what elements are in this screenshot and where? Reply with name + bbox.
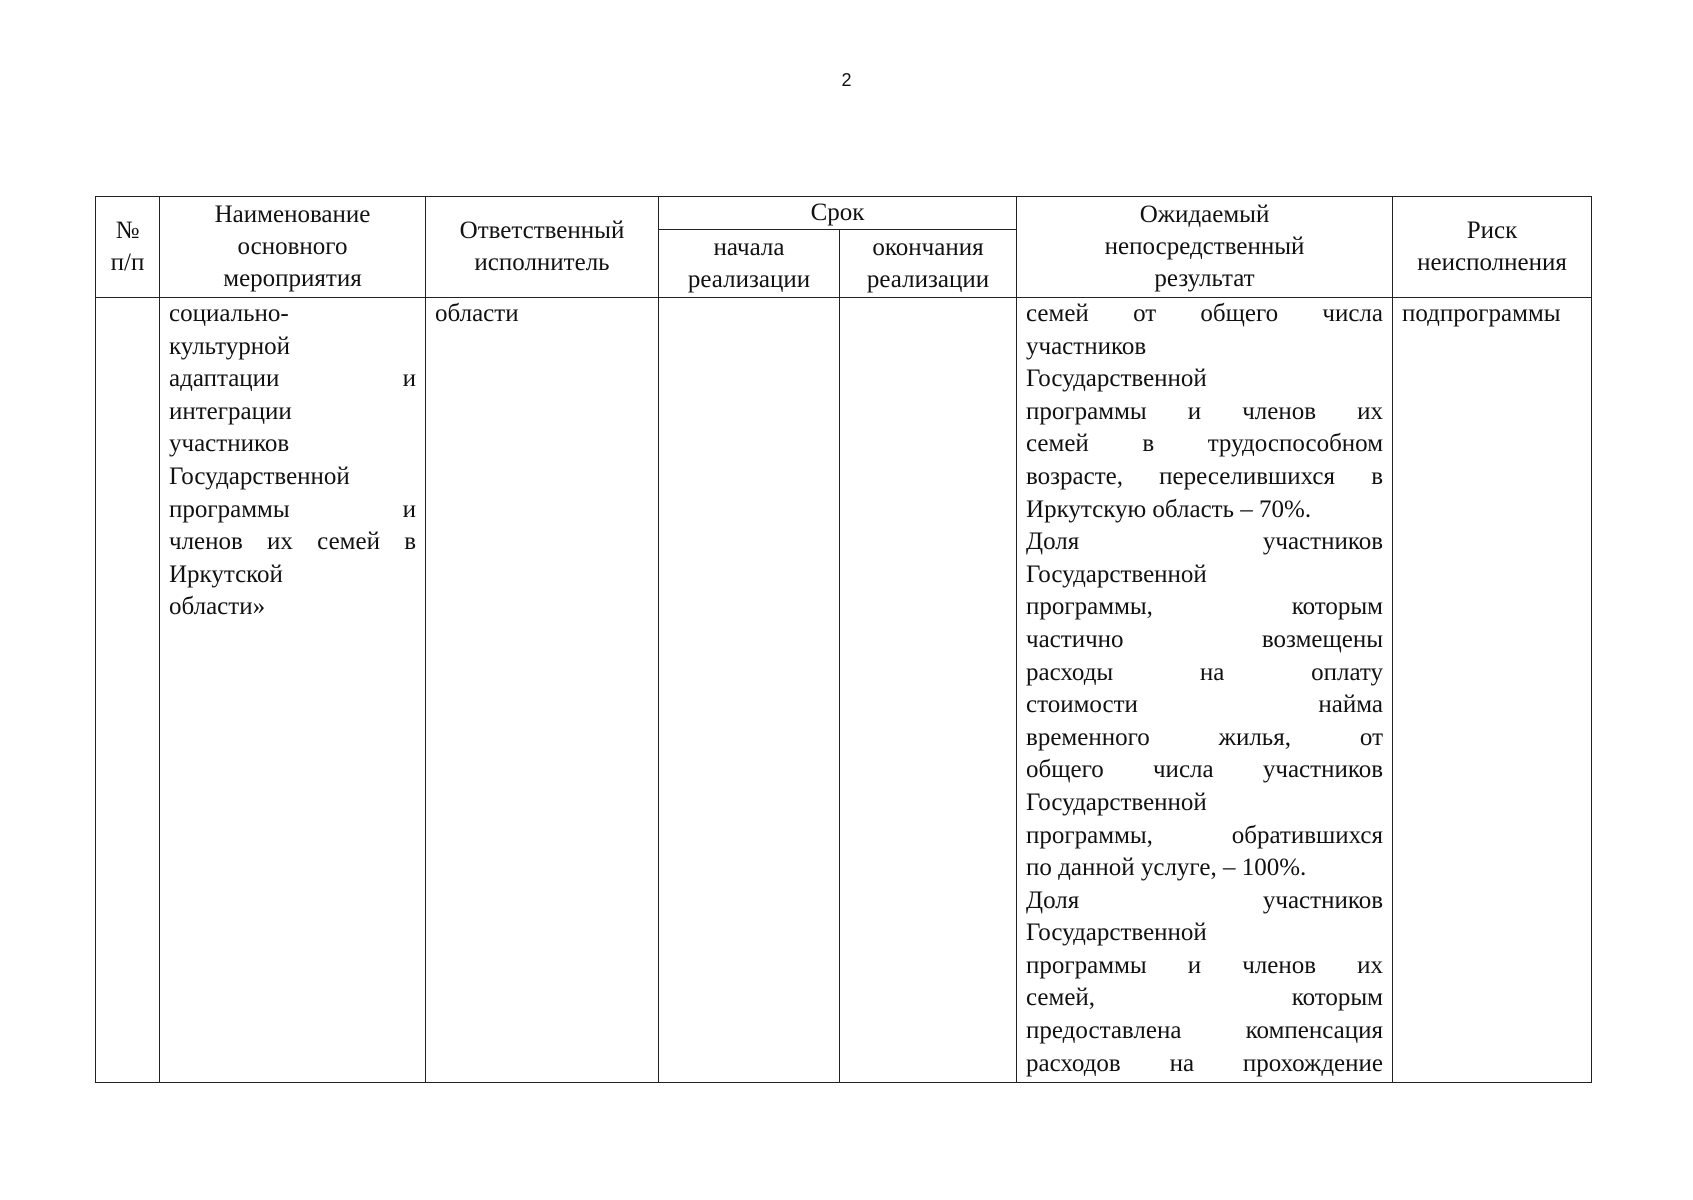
header-risk-line: неисполнения — [1417, 249, 1567, 276]
cell-executor: области — [426, 298, 659, 1083]
result-line: семей от общего числа — [1026, 300, 1384, 327]
header-result-line: результат — [1154, 265, 1255, 292]
header-term-start-line: начала — [713, 233, 785, 261]
measure-name-line: адаптации и — [169, 365, 416, 393]
result-line: программы, которым — [1026, 593, 1384, 621]
result-line: семей в трудоспособном — [1026, 430, 1384, 458]
page-number: 2 — [841, 70, 852, 90]
measure-name-line: Государственной — [169, 462, 350, 490]
result-line: предоставлена компенсация — [1026, 1017, 1384, 1045]
measure-name-line: интеграции — [169, 397, 292, 425]
header-number — [96, 197, 160, 298]
measure-name-line: культурной — [169, 332, 290, 360]
header-measure-name — [160, 197, 426, 298]
header-expected-result — [1017, 197, 1393, 298]
header-term-start — [659, 230, 840, 298]
measure-name-line: программы и — [169, 495, 416, 523]
result-line: программы, обратившихся — [1026, 821, 1384, 849]
measure-name-line: Иркутской — [169, 560, 283, 588]
result-line: Государственной — [1026, 560, 1207, 588]
header-name-line: основного — [237, 233, 348, 260]
program-measures-table — [95, 196, 1592, 1083]
cell-term-start — [659, 298, 840, 1083]
result-line: возрасте, переселившихся в — [1026, 462, 1384, 490]
header-result-line: непосредственный — [1104, 233, 1305, 260]
header-term: Срок — [659, 197, 1017, 230]
measure-name-line: социально- — [169, 300, 289, 327]
result-line: частично возмещены — [1026, 625, 1384, 653]
header-term-end-line: реализации — [866, 265, 990, 293]
result-line: участников — [1026, 332, 1147, 360]
result-line: Доля участников — [1026, 886, 1384, 914]
header-result-line: Ожидаемый — [1139, 201, 1270, 228]
header-risk-line: Риск — [1466, 217, 1518, 244]
result-line: Государственной — [1026, 788, 1207, 816]
header-term-end-line: окончания — [872, 233, 984, 261]
header-number-line: № — [115, 217, 140, 244]
result-line: расходов на прохождение — [1026, 1049, 1384, 1077]
cell-measure-name — [160, 298, 426, 1083]
measure-name-line: области» — [169, 593, 266, 621]
cell-risk: подпрограммы — [1393, 298, 1592, 1083]
table-row — [96, 298, 1592, 1083]
header-executor-line: исполнитель — [474, 249, 610, 276]
result-line: по данной услуге, – 100%. — [1026, 854, 1307, 882]
result-line: временного жилья, от — [1026, 723, 1384, 751]
result-line: программы и членов их — [1026, 397, 1384, 425]
cell-expected-result — [1017, 298, 1393, 1083]
measure-name-line: участников — [169, 430, 290, 458]
header-term-start-line: реализации — [687, 265, 811, 293]
measure-name-line: членов их семей в — [169, 528, 416, 556]
header-executor — [426, 197, 659, 298]
cell-term-end — [840, 298, 1017, 1083]
header-term-end — [840, 230, 1017, 298]
header-row-top — [96, 197, 1592, 230]
result-line: Иркутскую область – 70%. — [1026, 495, 1312, 523]
result-line: Государственной — [1026, 919, 1207, 947]
result-line: расходы на оплату — [1026, 658, 1384, 686]
result-line: программы и членов их — [1026, 951, 1384, 979]
result-line: общего числа участников — [1026, 756, 1384, 784]
header-executor-line: Ответственный — [459, 217, 625, 244]
result-line: Доля участников — [1026, 528, 1384, 556]
result-line: семей, которым — [1026, 984, 1384, 1012]
header-name-line: мероприятия — [223, 265, 362, 292]
cell-number — [96, 298, 160, 1083]
header-number-line: п/п — [110, 249, 145, 276]
result-line: Государственной — [1026, 365, 1207, 393]
header-name-line: Наименование — [214, 201, 371, 228]
header-risk — [1393, 197, 1592, 298]
result-line: стоимости найма — [1026, 691, 1384, 719]
